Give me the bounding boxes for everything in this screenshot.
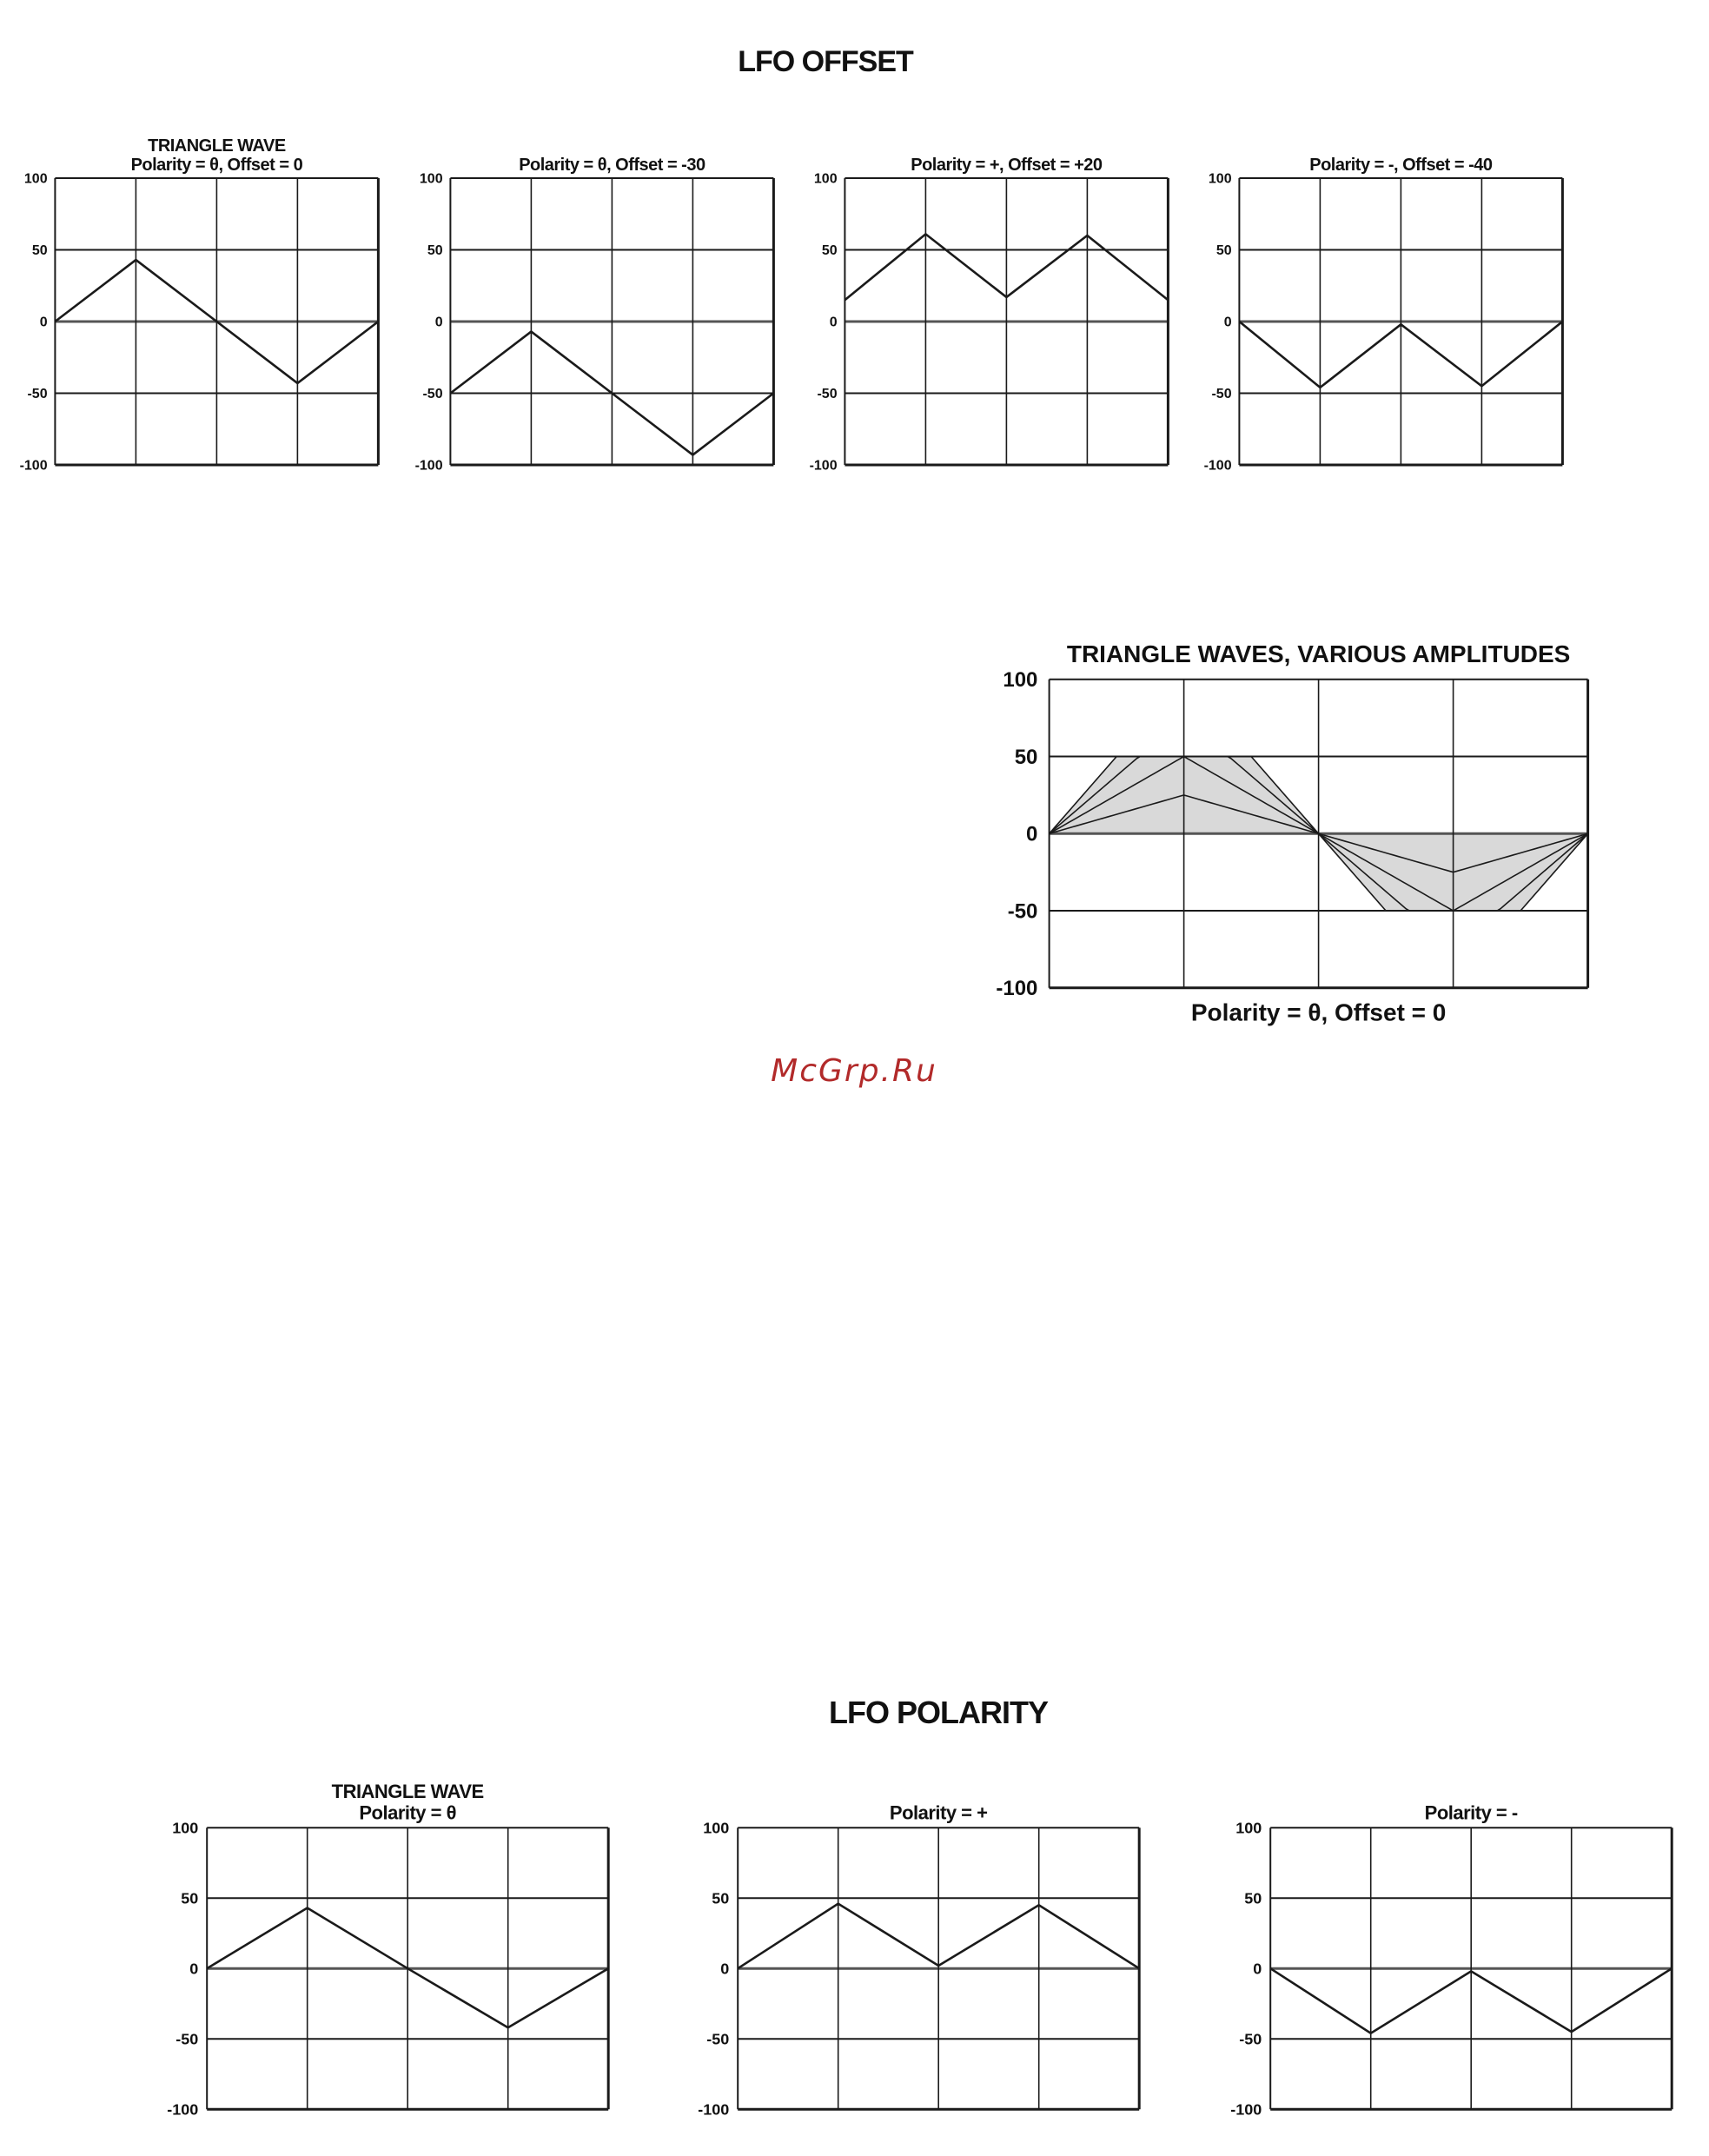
chart-subtitle: Polarity = +, Offset = +20: [910, 156, 1103, 176]
chart-svg: [798, 133, 1176, 474]
y-tick-label: -50: [27, 387, 48, 402]
y-tick-label: 100: [23, 171, 48, 187]
y-tick-label: 0: [720, 1960, 730, 1978]
y-tick-label: 0: [39, 315, 48, 330]
y-tick-label: 50: [712, 1889, 730, 1907]
y-tick-label: -100: [1203, 458, 1232, 474]
amplitudes-chart: [978, 616, 1597, 1041]
y-tick-label: 0: [1026, 822, 1038, 846]
y-tick-label: -50: [1008, 899, 1038, 924]
chart-svg: [154, 1778, 617, 2118]
chart-svg: [685, 1778, 1148, 2118]
chart-subtitle: Polarity = θ, Offset = 0: [130, 156, 302, 176]
y-tick-label: 100: [1235, 1819, 1262, 1837]
y-tick-label: 0: [829, 315, 838, 330]
y-tick-label: -100: [167, 2100, 199, 2119]
chart-title: TRIANGLE WAVE: [331, 1780, 484, 1802]
y-tick-label: -100: [19, 458, 48, 474]
y-tick-label: -100: [414, 458, 443, 474]
chart-svg: [403, 133, 782, 474]
polarity-chart-3: [1217, 1778, 1680, 2118]
y-tick-label: -100: [698, 2100, 730, 2119]
chart-subtitle: Polarity = θ, Offset = -30: [518, 156, 705, 176]
chart-title: TRIANGLE WAVE: [147, 136, 286, 156]
y-tick-label: 100: [419, 171, 443, 187]
lfo-offset-title: LFO OFFSET: [738, 45, 913, 78]
y-tick-label: 100: [172, 1819, 199, 1837]
chart-title: TRIANGLE WAVES, VARIOUS AMPLITUDES: [1067, 640, 1571, 668]
y-tick-label: 50: [181, 1889, 199, 1907]
watermark-text: McGrp.Ru: [771, 1053, 937, 1089]
y-tick-label: -100: [809, 458, 838, 474]
chart-svg: [1217, 1778, 1680, 2118]
chart-svg: [8, 133, 387, 474]
chart-subtitle: Polarity = -, Offset = -40: [1308, 156, 1493, 176]
y-tick-label: 50: [1015, 746, 1038, 770]
y-tick-label: -50: [422, 387, 443, 402]
lfo-polarity-title: LFO POLARITY: [829, 1695, 1048, 1730]
offset-chart-1: [8, 133, 387, 474]
y-tick-label: -50: [706, 2030, 730, 2048]
y-tick-label: -50: [1239, 2030, 1262, 2048]
y-tick-label: 0: [189, 1960, 199, 1978]
offset-chart-2: [403, 133, 782, 474]
y-tick-label: 50: [1244, 1889, 1262, 1907]
polarity-chart-2: [685, 1778, 1148, 2118]
y-tick-label: -50: [1211, 387, 1232, 402]
chart-subtitle: Polarity = θ, Offset = 0: [1191, 998, 1447, 1026]
offset-chart-4: [1192, 133, 1571, 474]
offset-chart-3: [798, 133, 1176, 474]
y-tick-label: -100: [1230, 2100, 1262, 2119]
chart-subtitle: Polarity = +: [889, 1801, 988, 1824]
y-tick-label: 50: [821, 243, 838, 259]
y-tick-label: 50: [427, 243, 443, 259]
y-tick-label: 0: [1253, 1960, 1262, 1978]
y-tick-label: 100: [1003, 668, 1038, 693]
y-tick-label: 50: [1216, 243, 1232, 259]
chart-subtitle: Polarity = θ: [359, 1801, 456, 1824]
y-tick-label: 100: [1208, 171, 1232, 187]
y-tick-label: 100: [703, 1819, 730, 1837]
y-tick-label: 0: [434, 315, 443, 330]
y-tick-label: 50: [31, 243, 48, 259]
chart-subtitle: Polarity = -: [1424, 1801, 1518, 1824]
y-tick-label: 0: [1223, 315, 1232, 330]
chart-svg: [1192, 133, 1571, 474]
y-tick-label: -50: [817, 387, 838, 402]
chart-svg: [978, 616, 1597, 1041]
y-tick-label: -50: [176, 2030, 199, 2048]
polarity-chart-1: [154, 1778, 617, 2118]
y-tick-label: 100: [813, 171, 838, 187]
y-tick-label: -100: [996, 977, 1038, 1001]
